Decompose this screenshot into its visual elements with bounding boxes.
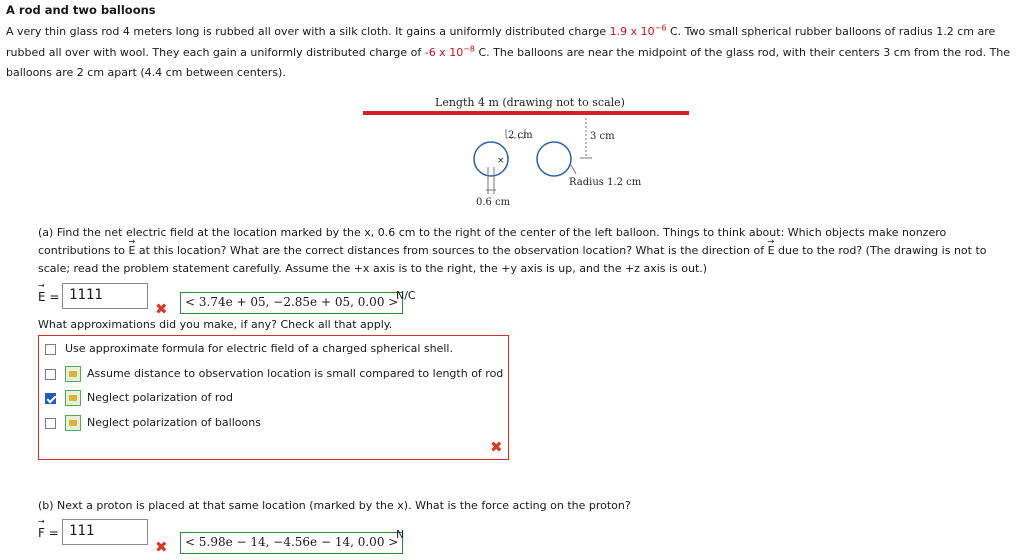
checkbox-neglect-balloon-polarization[interactable] xyxy=(45,418,56,429)
incorrect-icon: ✖ xyxy=(155,538,168,556)
option-label: Neglect polarization of rod xyxy=(87,391,233,404)
observation-marker: × xyxy=(497,156,505,166)
rod-charge: 1.9 x $10^{-6}$ xyxy=(609,23,667,38)
gap-label: 2 cm xyxy=(508,130,533,141)
problem-statement xyxy=(6,22,1022,84)
right-balloon xyxy=(537,142,571,176)
part-b-question: (b) Next a proton is placed at that same location (marked by the x). What is the force acting on the proton? xyxy=(38,499,631,512)
force-symbol: → F = xyxy=(38,526,59,540)
checkbox-spherical-shell[interactable] xyxy=(45,344,56,355)
approximations-prompt: What approximations did you make, if any? Check all that apply. xyxy=(38,318,393,331)
e-field-answer-input[interactable]: 1111 xyxy=(62,283,148,309)
length-label: Length 4 m (drawing not to scale) xyxy=(435,96,625,109)
statement-text: C. Two small spherical rubber balloons of radius 1.2 cm are xyxy=(666,25,996,38)
part-a-question: (a) Find the net electric field at the location marked by the x, 0.6 cm to the right of the center of the left balloon. Things to think about: Which objects make nonzero contributions to → E at this location? What are the correct distances from sources to the observation location? What is the direction of → E due to the rod? (The drawing is not to scale; read the problem statement carefully. Assume the +x axis is to the right, the +y axis is up, and the +z axis is out.) xyxy=(38,224,1008,278)
checkbox-neglect-rod-polarization[interactable] xyxy=(45,393,56,404)
balloon-charge: -6 x $10^{-8}$ xyxy=(424,43,475,59)
e-field-symbol: → E = xyxy=(38,290,59,304)
distance-label: 3 cm xyxy=(590,131,615,142)
statement-text: A very thin glass rod 4 meters long is rubbed all over with a silk cloth. It gains a uniformly distributed charge xyxy=(6,25,610,38)
radius-pointer xyxy=(571,165,576,174)
statement-text: rubbed all over with wool. They each gain a uniformly distributed charge of xyxy=(6,45,425,59)
force-answer-input[interactable]: 111 xyxy=(62,519,148,545)
option-label: Assume distance to observation location is small compared to length of rod xyxy=(87,367,504,380)
force-units: N xyxy=(396,528,405,541)
hint-icon[interactable] xyxy=(65,366,81,382)
problem-title: A rod and two balloons xyxy=(6,3,156,17)
hint-icon[interactable] xyxy=(65,415,81,431)
incorrect-icon: ✖ xyxy=(490,438,503,456)
offset-label: 0.6 cm xyxy=(476,197,511,208)
radius-label: Radius 1.2 cm xyxy=(569,177,642,188)
hint-icon[interactable] xyxy=(65,390,81,406)
statement-text: balloons are 2 cm apart (4.4 cm between centers). xyxy=(6,66,286,79)
e-field-units: N/C xyxy=(396,289,416,302)
e-field-result: < 3.74e + 05, −2.85e + 05, 0.00 > xyxy=(180,292,403,314)
statement-text: C. The balloons are near the midpoint of the glass rod, with their centers 3 cm from the rod. The xyxy=(474,45,1011,59)
option-label: Use approximate formula for electric field of a charged spherical shell. xyxy=(65,342,453,355)
option-label: Neglect polarization of balloons xyxy=(87,416,261,429)
incorrect-icon: ✖ xyxy=(155,300,168,318)
checkbox-distance-small[interactable] xyxy=(45,369,56,380)
force-result: < 5.98e − 14, −4.56e − 14, 0.00 > xyxy=(180,532,403,554)
rod-balloons-diagram xyxy=(350,92,710,212)
glass-rod xyxy=(363,111,689,115)
